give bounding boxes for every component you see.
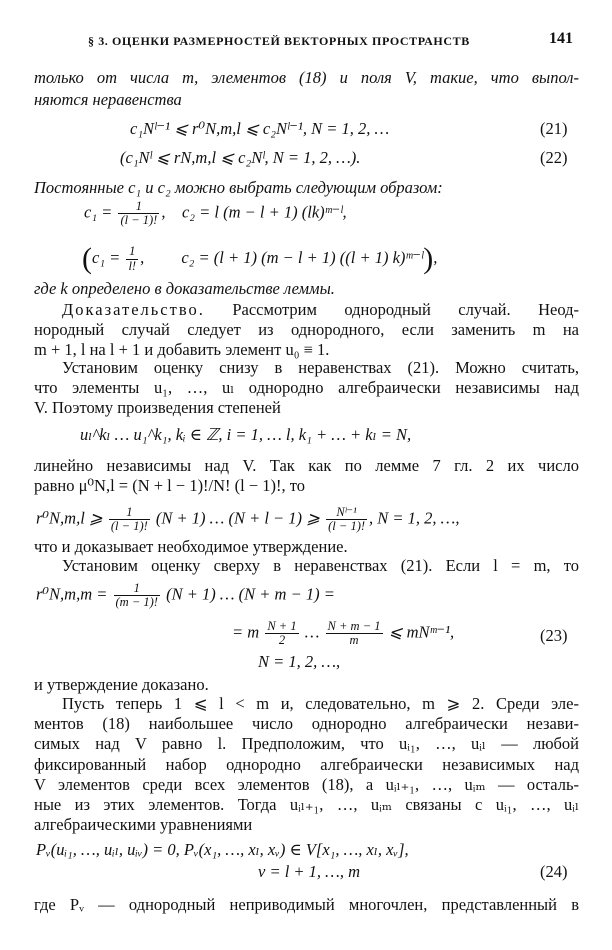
text-line: алгебраическими уравнениями bbox=[34, 815, 253, 834]
text-line: что и доказывает необходимое утверждение. bbox=[34, 537, 348, 556]
equation-constants-inhomogeneous: (c₁ = $\frac{1}{l!}$ , c₂ = (l + 1) (m − l + 1) ((l + 1) k)ᵐ⁻ˡ), bbox=[82, 242, 438, 275]
fraction-denominator: m bbox=[349, 633, 359, 648]
text-line: Доказательство. Рассмотрим однородный случай. Неод- bbox=[62, 300, 579, 319]
equation-number-22: (22) bbox=[540, 148, 568, 167]
running-header: § 3. ОЦЕНКИ РАЗМЕРНОСТЕЙ ВЕКТОРНЫХ ПРОСТРАНСТВ bbox=[88, 34, 470, 48]
text-line: и утверждение доказано. bbox=[34, 675, 209, 694]
equation-upper-bound: r⁰N,m,m = $\frac{1}{(m - 1)!}$ (N + 1) … (N + m − 1) = bbox=[36, 581, 335, 610]
text-line: линейно независимы над V. Так как по лемме 7 гл. 2 их число bbox=[34, 456, 579, 475]
fraction-numerator: N + 1 bbox=[267, 619, 297, 633]
page-number: 141 bbox=[549, 30, 573, 47]
text-line: ментов (18) наибольшее число однородно алгебраически незави- bbox=[34, 714, 579, 733]
proof-label: Доказательство. bbox=[62, 300, 205, 319]
text-line: симых над V равно l. Предположим, что uᵢ₁, …, uᵢₗ — любой bbox=[34, 734, 579, 753]
text-line: где k определено в доказательстве леммы. bbox=[34, 279, 335, 298]
fraction-denominator: 2 bbox=[278, 633, 286, 648]
fraction-numerator: 1 bbox=[126, 245, 138, 259]
equation-number-24: (24) bbox=[540, 862, 568, 881]
text-line: няются неравенства bbox=[34, 90, 182, 109]
fraction-numerator: 1 bbox=[114, 582, 160, 596]
fraction-denominator: (l − 1)! bbox=[110, 519, 148, 534]
text-line: Установим оценку сверху в неравенствах (21). Если l = m, то bbox=[62, 556, 579, 575]
fraction-denominator: (l − 1)! bbox=[328, 519, 366, 534]
text-line: Пусть теперь 1 ⩽ l < m и, следовательно, m ⩾ 2. Среди эле- bbox=[62, 694, 579, 713]
text-line: равно μ⁰N,l = (N + l − 1)!/N! (l − 1)!, то bbox=[34, 476, 306, 495]
text-line: Установим оценку снизу в неравенствах (21). Можно считать, bbox=[62, 358, 579, 377]
equation-number-23: (23) bbox=[540, 626, 568, 645]
text-line: V. Поэтому произведения степеней bbox=[34, 398, 281, 417]
fraction-denominator: (m − 1)! bbox=[115, 595, 158, 610]
equation-lower-bound: r⁰N,m,l ⩾ $\frac{1}{(l - 1)!}$ (N + 1) … (N + l − 1) ⩾ $\frac{\text{Nˡ⁻¹}}{(l - 1)!}$ , N = 1, 2, …, bbox=[36, 505, 460, 534]
text-line: только от числа m, элементов (18) и поля V, такие, что выпол- bbox=[34, 68, 579, 87]
fraction-numerator: 1 bbox=[109, 506, 150, 520]
text-line: где Pᵥ — однородный неприводимый многочлен, представленный в bbox=[34, 895, 579, 914]
equation-22: (c₁Nˡ ⩽ rN,m,l ⩽ c₂Nˡ, N = 1, 2, …). bbox=[120, 148, 361, 167]
equation-upper-bound-range: N = 1, 2, …, bbox=[258, 652, 341, 671]
equation-24-range: ν = l + 1, …, m bbox=[258, 862, 361, 881]
text-line: V элементов среди всех элементов (18), а uᵢₗ₊₁, …, uᵢₘ — осталь- bbox=[34, 775, 579, 794]
text-line: что элементы u₁, …, uₗ однородно алгебраически независимы над bbox=[34, 378, 579, 397]
fraction-numerator: Nˡ⁻¹ bbox=[326, 506, 367, 520]
equation-number-21: (21) bbox=[540, 119, 568, 138]
fraction-denominator: l! bbox=[128, 258, 137, 273]
equation-constants-homogeneous: c₁ = $\frac{1}{(l - 1)!}$ , c₂ = l (m − l + 1) (lk)ᵐ⁻ˡ, bbox=[84, 199, 347, 228]
equation-24: Pᵥ(uᵢ₁, …, uᵢₗ, uᵢᵥ) = 0, Pᵥ(x₁, …, xₗ, xᵥ) ∈ V[x₁, …, xₗ, xᵥ], bbox=[36, 840, 409, 859]
equation-products: uₗ^kₗ … u₁^k₁, kᵢ ∈ ℤ, i = 1, … l, k₁ + … + kₗ = N, bbox=[80, 425, 412, 444]
text-line: фиксированный набор однородно алгебраически независимых над bbox=[34, 755, 579, 774]
fraction-numerator: N + m − 1 bbox=[327, 619, 381, 633]
text-line: ные из этих элементов. Тогда uᵢₗ₊₁, …, uᵢₘ связаны с uᵢ₁, …, uᵢₗ bbox=[34, 795, 579, 814]
text-line: m + 1, l на l + 1 и добавить элемент u₀ ≡ 1. bbox=[34, 340, 330, 359]
text-line: нородный случай следует из однородного, если заменить m на bbox=[34, 320, 579, 339]
fraction-numerator: 1 bbox=[118, 200, 159, 214]
text-line: Постоянные c₁ и c₂ можно выбрать следующим образом: bbox=[34, 178, 443, 197]
equation-21: c₁Nˡ⁻¹ ⩽ r⁰N,m,l ⩽ c₂Nˡ⁻¹, N = 1, 2, … bbox=[130, 119, 390, 138]
equation-upper-bound-cont: = m $\frac{N + 1}{2}$ … $\frac{N + m - 1}{m}$ ⩽ mNᵐ⁻¹, bbox=[232, 619, 455, 648]
fraction-denominator: (l − 1)! bbox=[120, 213, 158, 228]
